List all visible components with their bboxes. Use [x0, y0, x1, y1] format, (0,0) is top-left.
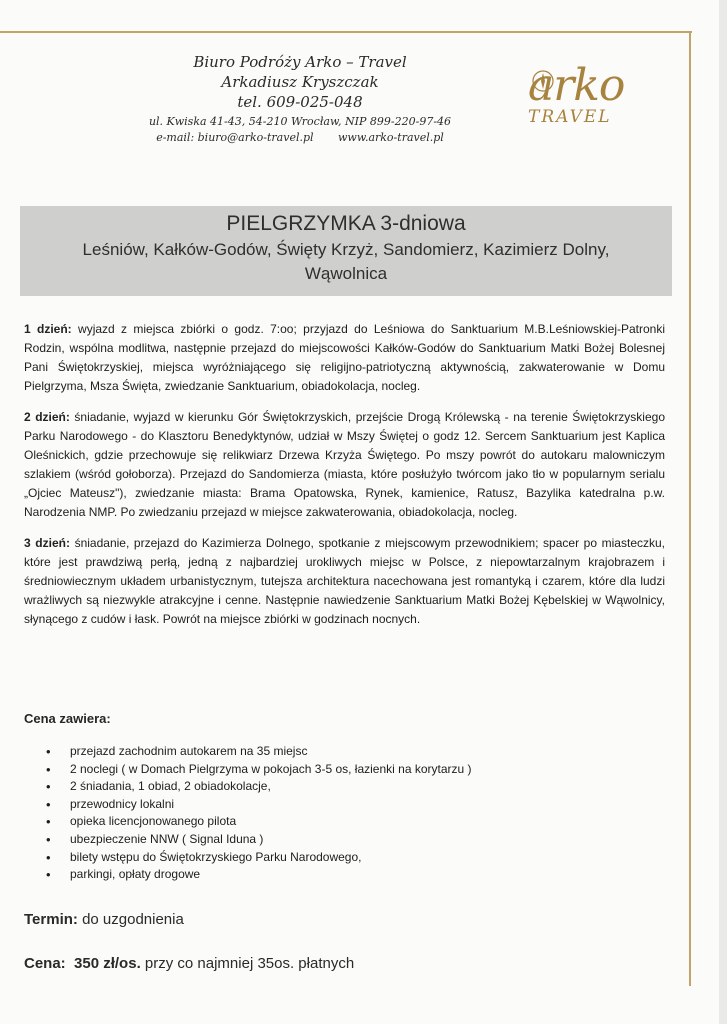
contact-line: [90, 130, 510, 146]
logo-word: arko: [528, 60, 625, 111]
itinerary: [24, 320, 665, 641]
list-item: • bilety wstępu do Świętokrzyskiego Parku Narodowego,: [44, 849, 472, 867]
day-3-label: 3 dzień:: [24, 536, 70, 550]
page-edge: [719, 0, 727, 1024]
list-item: • opieka licencjonowanego pilota: [44, 813, 472, 831]
price-note: przy co najmniej 35os. płatnych: [140, 955, 355, 972]
day-1-text: wyjazd z miejsca zbiórki o godz. 7:oo; przyjazd do Leśniowa do Sanktuarium M.B.Leśniowskiej-Patronki Rodzin, wspólna modlitwa, następnie przejazd do miejscowości Kałków-Godów do Sanktuarium Matki Bożej Bolesnej Pani Świętokrzyskiej, miejsca wyróżniającego się religijno-patriotyczną aktywnością, zakwaterowanie w Domu Pielgrzyma, Msza Święta, zwiedzanie Sanktuarium, obiadokolacja, nocleg.: [24, 322, 666, 393]
day-2-label: 2 dzień:: [24, 410, 70, 424]
website: www.arko-travel.pl: [338, 131, 444, 144]
company-name: Biuro Podróży Arko – Travel: [193, 53, 407, 71]
term-value: do uzgodnienia: [77, 911, 184, 928]
owner-name: Arkadiusz Kryszczak: [221, 73, 379, 91]
day-1-label: 1 dzień:: [24, 322, 72, 336]
arko-travel-logo: [510, 60, 630, 140]
day-1-paragraph: [24, 320, 665, 396]
day-2-text: śniadanie, wyjazd w kierunku Gór Świętokrzyskich, przejście Drogą Królewską - na terenie Świętokrzyskiego Parku Narodowego - do Klasztoru Benedyktynów, udział w Mszy Świętej o godz 12. Sercem Sanktuarium jest Kaplica Oleśnickich, gdzie przechowuje się relikwiarz Drzewa Krzyża Świętego. Po mszy powrót do autokaru malowniczym szlakiem (wśród gołoborza). Przejazd do Sandomierza (miasta, które posłużyło twórcom jako tło w popularnym serialu „Ojciec Mateusz"), zwiedzanie miasta: Brama Opatowska, Rynek, kamienice, Ratusz, Bazylika katedralna p.w. Narodzenia NMP. Po zwiedzaniu przejazd w miejsce zakwaterowania, obiadokolacja, nocleg.: [24, 410, 665, 519]
route-line-1: Leśniów, Kałków-Godów, Święty Krzyż, Sandomierz, Kazimierz Dolny,: [82, 240, 610, 259]
logo-subtitle: TRAVEL: [528, 107, 612, 127]
term-label: Termin:: [24, 911, 78, 928]
frame-top-line: [0, 31, 692, 33]
list-item: • przejazd zachodnim autokarem na 35 miejsc: [44, 743, 472, 761]
list-item: • parkingi, opłaty drogowe: [44, 866, 472, 884]
page-title: PIELGRZYMKA 3-dniowa: [226, 212, 466, 235]
term-line: [24, 911, 184, 928]
list-item: • 2 śniadania, 1 obiad, 2 obiadokolacje,: [44, 778, 472, 796]
phone-number: tel. 609-025-048: [237, 93, 363, 111]
day-3-paragraph: [24, 534, 665, 629]
frame-right-line: [689, 31, 691, 986]
includes-list: [44, 743, 472, 884]
day-2-paragraph: [24, 408, 665, 522]
price-label: Cena:: [24, 955, 66, 972]
letterhead: [90, 52, 510, 146]
list-item: • przewodnicy lokalni: [44, 796, 472, 814]
route-line-2: Wąwolnica: [304, 264, 388, 283]
title-banner: [20, 206, 672, 296]
day-3-text: śniadanie, przejazd do Kazimierza Dolnego, spotkanie z miejscowym przewodnikiem; spacer po miasteczku, które jest prawdziwą perłą, jedną z najbardziej urokliwych miejsc w Polsce, z niepowtarzalnym krajobrazem i średniowiecznym układem urbanistycznym, tutejsza architektura nacechowana jest romantyką i czarem, które dla ludzi wrażliwych są niezwykle atrakcyjne i cenne. Następnie nawiedzenie Sanktuarium Matki Bożej Kębelskiej w Wąwolnicy, słynącego z cudów i łask. Powrót na miejsce zbiórki w godzinach nocnych.: [24, 536, 665, 626]
price-line: [24, 955, 354, 972]
email: e-mail: biuro@arko-travel.pl: [156, 131, 314, 144]
price-amount: 350 zł/os.: [74, 955, 141, 972]
includes-heading: Cena zawiera:: [24, 711, 111, 726]
list-item: • 2 noclegi ( w Domach Pielgrzyma w pokojach 3-5 os, łazienki na korytarzu ): [44, 761, 472, 779]
list-item: • ubezpieczenie NNW ( Signal Iduna ): [44, 831, 472, 849]
address: ul. Kwiska 41-43, 54-210 Wrocław, NIP 899-220-97-46: [148, 115, 452, 128]
